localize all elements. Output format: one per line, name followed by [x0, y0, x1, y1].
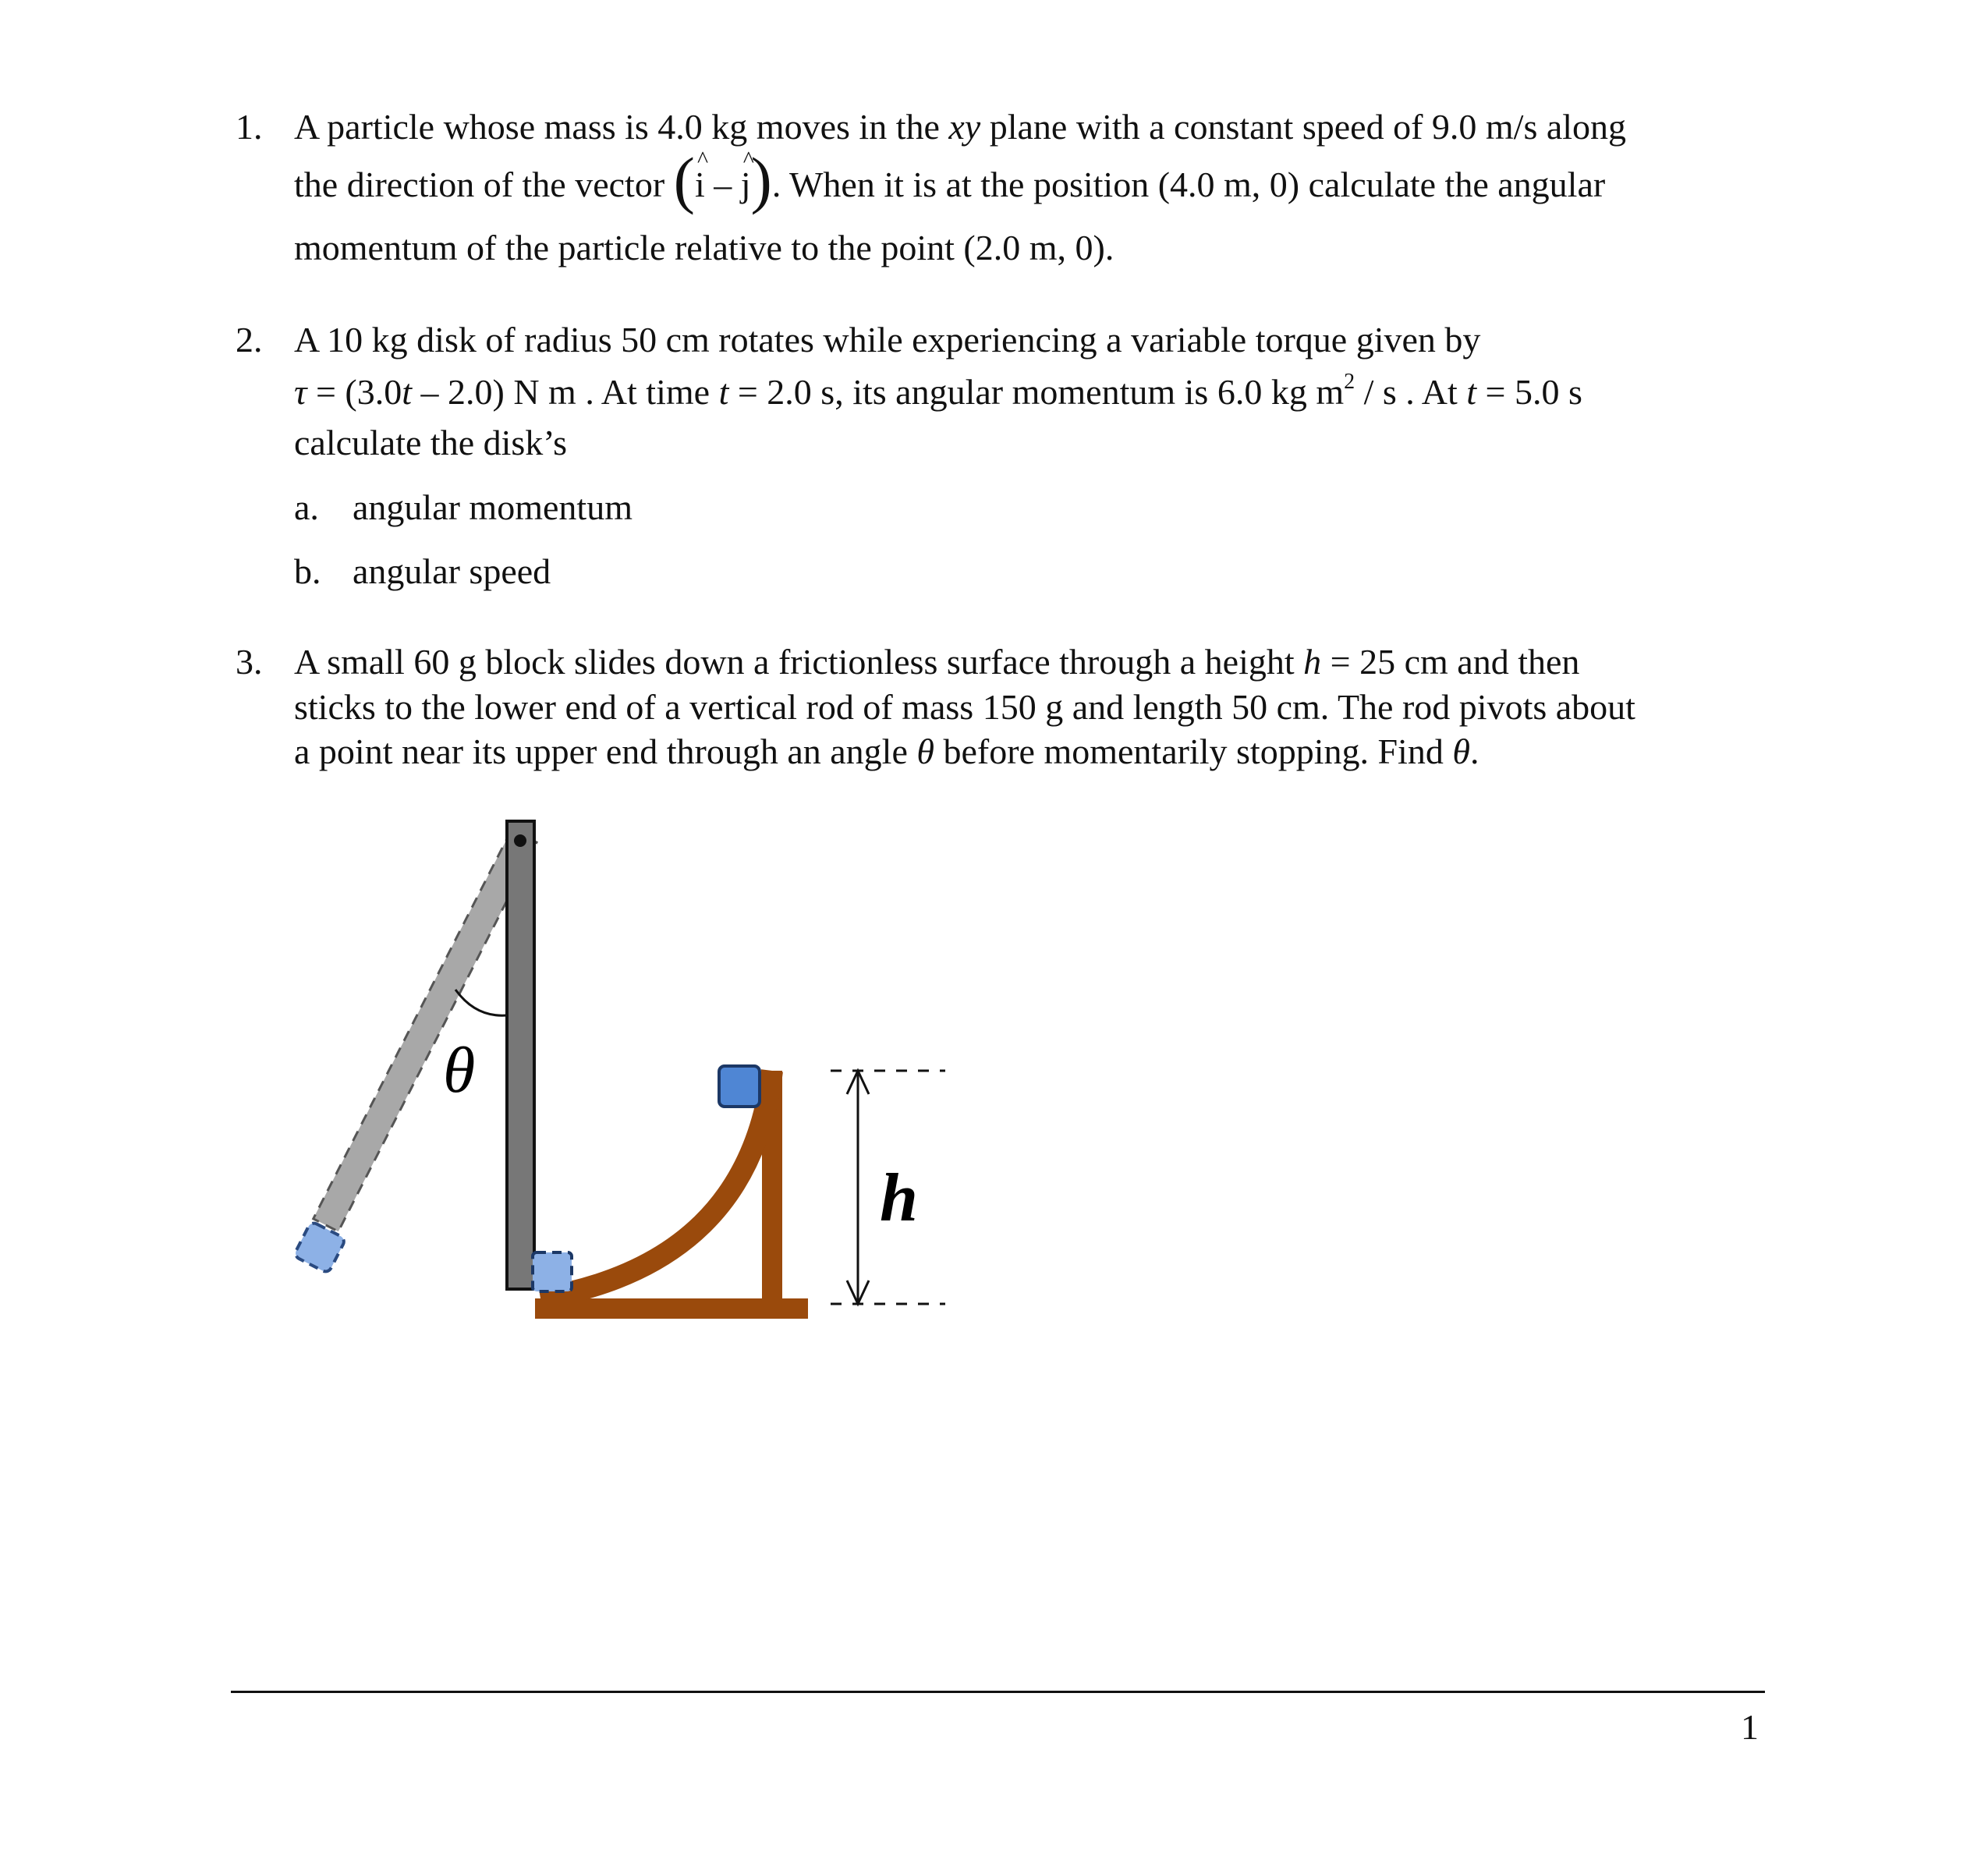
variable-t: t — [718, 372, 729, 412]
symbol-theta: θ — [916, 731, 934, 771]
block-initial — [719, 1066, 760, 1107]
text-span: before momentarily stopping. Find — [934, 731, 1453, 771]
problem-2-part-b-label: b. — [294, 551, 321, 591]
symbol-theta: θ — [1452, 731, 1470, 771]
problem-2-part-b-text: angular speed — [353, 551, 551, 591]
variable-t: t — [402, 372, 413, 412]
text-span: . At time — [576, 372, 719, 412]
text-span: = (3.0 — [307, 372, 402, 412]
minus-sign: – — [704, 165, 741, 204]
problem-2-part-a-label: a. — [294, 487, 319, 527]
variable-t: t — [1466, 372, 1477, 412]
problem-2-line-3: calculate the disk’s — [294, 423, 567, 462]
h-label: h — [880, 1160, 918, 1236]
angular-momentum-value: 6.0 kg m — [1217, 372, 1345, 412]
text-span: . When it is at the position (4.0 m, 0) calculate the angular — [771, 165, 1606, 204]
text-span: A small 60 g block slides down a frictionless surface through a height — [294, 642, 1304, 682]
angle-arc — [455, 990, 507, 1015]
unit: / s — [1355, 372, 1397, 412]
text-span: the direction of the vector — [294, 165, 674, 204]
symbol-tau: τ — [294, 372, 307, 412]
problem-1-number: 1. — [236, 107, 263, 147]
text-span: = 2.0 s, its angular momentum is — [728, 372, 1217, 412]
problem-3-line-2: sticks to the lower end of a vertical rod of mass 150 g and length 50 cm. The rod pivots about — [294, 687, 1635, 727]
variable-h: h — [1303, 642, 1322, 682]
problem-2-number: 2. — [236, 320, 263, 360]
block-final — [533, 1252, 572, 1291]
vertical-rod — [507, 821, 534, 1289]
swung-rod-body — [314, 830, 537, 1231]
vector-close-paren: ) — [750, 144, 772, 215]
vector-open-paren: ( — [673, 144, 695, 215]
variable-xy: xy — [948, 107, 981, 147]
theta-label: θ — [443, 1034, 476, 1107]
text-span: . — [1469, 731, 1479, 771]
unit-vector-i: ^ i — [695, 164, 705, 205]
text-span: – 2.0) N m — [412, 372, 576, 412]
unit-vector-j: ^ j — [741, 164, 751, 205]
problem-1-line-3: momentum of the particle relative to the point (2.0 m, 0). — [294, 228, 1114, 267]
problem-2-line-1: A 10 kg disk of radius 50 cm rotates while experiencing a variable torque given by — [294, 320, 1481, 360]
problem-2-part-a-text: angular momentum — [353, 487, 633, 527]
problem-3-number: 3. — [236, 642, 263, 682]
text-span: A particle whose mass is 4.0 kg moves in the — [294, 107, 949, 147]
footer-rule — [231, 1691, 1765, 1693]
text-span: a point near its upper end through an angle — [294, 731, 917, 771]
text-span: . At — [1396, 372, 1467, 412]
text-span: = 25 cm and then — [1321, 642, 1580, 682]
text-span: plane with a constant speed of 9.0 m/s along — [980, 107, 1627, 147]
exponent: 2 — [1344, 370, 1355, 394]
page-number: 1 — [1741, 1707, 1759, 1747]
pivot-point — [514, 834, 526, 847]
text-span: = 5.0 s — [1476, 372, 1582, 412]
